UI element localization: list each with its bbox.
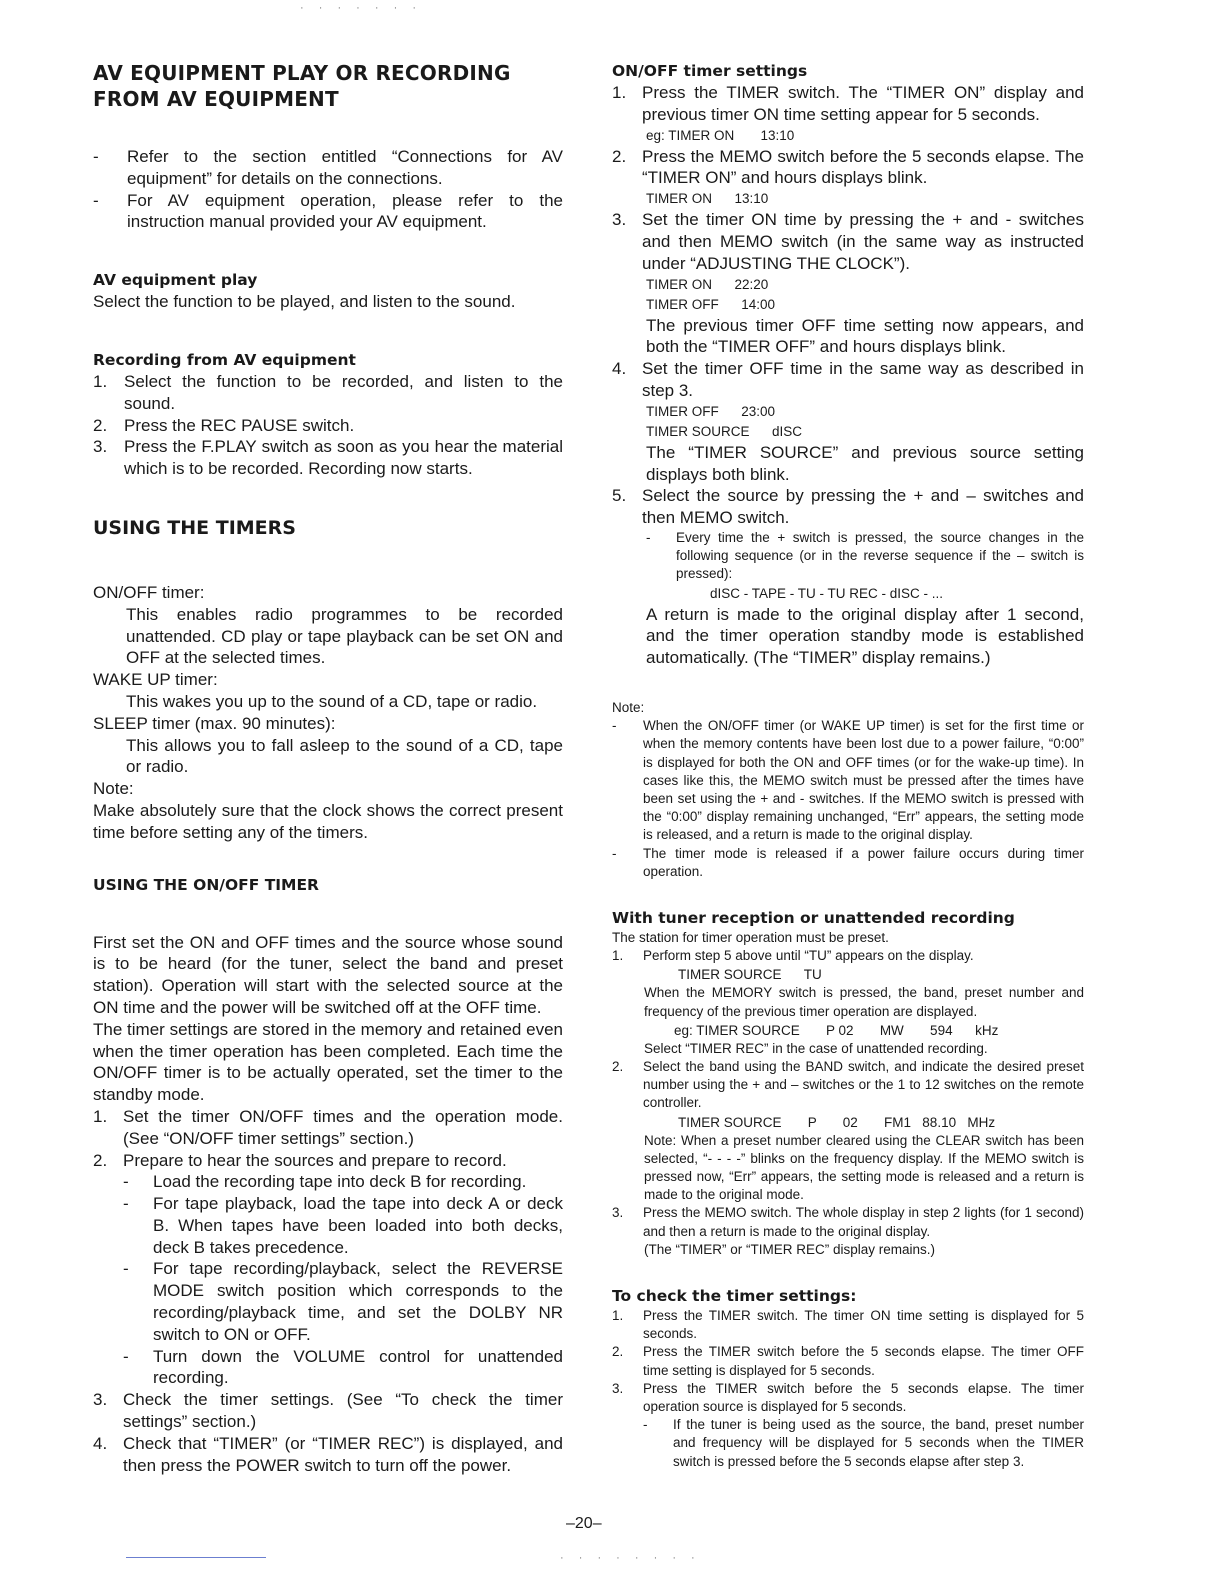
onoff-step: 3. Check the timer settings. (See “To check the timer settings” section.) <box>93 1390 563 1432</box>
scan-noise-top: · · · · · · · <box>300 2 422 14</box>
display-readout: eg: TIMER ON 13:10 <box>646 127 795 143</box>
tuner-step: 1. Perform step 5 above until “TU” appears on the display. <box>612 948 974 964</box>
scan-underline <box>126 1557 266 1558</box>
left-column <box>93 60 563 1476</box>
tuner-step: 2. Select the band using the BAND switch, and indicate the desired preset number using the + and – switches or the 1 to 12 switches on the remote controller. <box>612 1059 1084 1111</box>
display-readout: TIMER SOURCE TU <box>678 967 822 983</box>
wake-timer-text: This wakes you up to the sound of a CD, tape or radio. <box>126 691 538 711</box>
note-bullet: - The timer mode is released if a power failure occurs during timer operation. <box>612 845 1084 879</box>
settings-step: 4. Set the timer OFF time in the same way as described in step 3. <box>612 359 1084 400</box>
timers-note-text: Make absolutely sure that the clock shows the correct present time before setting any of the timers. <box>93 800 563 842</box>
wake-timer-label: WAKE UP timer: <box>93 670 218 690</box>
onoff-step-bullet: - For tape playback, load the tape into deck A or deck B. When tapes have been loaded into both decks, deck B takes precedence. <box>123 1194 563 1257</box>
onoff-timer-text: This enables radio programmes to be recorded unattended. CD play or tape playback can be set ON and OFF at the selected times. <box>126 604 563 668</box>
heading-onoff-timer: USING THE ON/OFF TIMER <box>93 875 319 894</box>
heading-check-timer: To check the timer settings: <box>612 1287 857 1306</box>
display-readout: TIMER SOURCE P 02 FM1 88.10 MHz <box>678 1114 996 1130</box>
settings-step-bullet: - Every time the + switch is pressed, the source changes in the following sequence (or in the reverse sequence if the – switch is pressed): <box>646 529 1084 582</box>
onoff-para-2: The timer settings are stored in the memory and retained even when the timer operation has been completed. Each time the ON/OFF timer is to be actually operated, set the timer to the standby mode. <box>93 1019 563 1105</box>
check-step: 2. Press the TIMER switch before the 5 seconds elapse. The timer OFF time setting is displayed for 5 seconds. <box>612 1344 1084 1378</box>
sleep-timer-text: This allows you to fall asleep to the sound of a CD, tape or radio. <box>126 735 563 777</box>
section-title-av-equipment: AV EQUIPMENT PLAY OR RECORDING FROM AV EQUIPMENT <box>93 61 511 111</box>
display-readout: TIMER OFF 23:00 <box>646 403 776 419</box>
intro-bullet: - For AV equipment operation, please refer to the instruction manual provided your AV equipment. <box>93 190 563 232</box>
note-bullet: - When the ON/OFF timer (or WAKE UP timer) is set for the first time or when the memory contents have been lost due to a power failure, “0:00” is displayed for both the ON and OFF times (or for the wake-up time). In cases like this, the MEMO switch must be pressed after the times have been set using the + and - switches. If the MEMO switch is pressed with the “0:00” display remaining unchanged, “Err” appears, the setting mode is released, and a return is made to the original display. <box>612 718 1084 843</box>
right-column <box>612 60 1084 1471</box>
onoff-step: 4. Check that “TIMER” (or “TIMER REC”) is displayed, and then press the POWER switch to turn off the power. <box>93 1433 563 1475</box>
display-readout: eg: TIMER SOURCE P 02 MW 594 kHz <box>674 1022 999 1038</box>
tuner-step-text: When the MEMORY switch is pressed, the band, preset number and frequency of the previous timer operation are displayed. <box>644 985 1084 1019</box>
onoff-step-bullet: - Turn down the VOLUME control for unattended recording. <box>123 1346 563 1388</box>
onoff-para-1: First set the ON and OFF times and the source whose sound is to be heard (for the tuner, select the band and preset station). Operation will start with the selected source at the ON time and the power will be switched off at the OFF time. <box>93 932 563 1017</box>
onoff-step-bullet: - For tape recording/playback, select the REVERSE MODE switch position which corresponds to the recording/playback time, and set the DOLBY NR switch to ON or OFF. <box>123 1259 563 1344</box>
onoff-step: 1. Set the timer ON/OFF times and the operation mode. (See “ON/OFF timer settings” section.) <box>93 1106 563 1148</box>
av-play-text: Select the function to be played, and listen to the sound. <box>93 292 516 312</box>
heading-timer-settings: ON/OFF timer settings <box>612 62 808 80</box>
scan-noise-bottom: · · · · · · · · <box>560 1552 701 1564</box>
tuner-intro: The station for timer operation must be preset. <box>612 929 889 945</box>
tuner-step: 3. Press the MEMO switch. The whole display in step 2 lights (for 1 second) and then a return is made to the original display. <box>612 1205 1084 1239</box>
tuner-step-text: Select “TIMER REC” in the case of unattended recording. <box>644 1040 988 1056</box>
onoff-step: 2. Prepare to hear the sources and prepare to record. <box>93 1150 507 1170</box>
display-readout: TIMER ON 13:10 <box>646 191 769 207</box>
onoff-timer-label: ON/OFF timer: <box>93 582 205 602</box>
intro-bullet: - Refer to the section entitled “Connections for AV equipment” for details on the connections. <box>93 147 563 188</box>
heading-tuner-reception: With tuner reception or unattended recording <box>612 908 1015 927</box>
settings-step: 2. Press the MEMO switch before the 5 seconds elapse. The “TIMER ON” and hours displays blink. <box>612 146 1084 188</box>
display-readout: TIMER SOURCE dISC <box>646 423 803 439</box>
settings-step-followup: The “TIMER SOURCE” and previous source setting displays both blink. <box>646 442 1084 484</box>
settings-step-followup: A return is made to the original display after 1 second, and the timer operation standby mode is established automatically. (The “TIMER” display remains.) <box>646 604 1084 668</box>
settings-step: 5. Select the source by pressing the + and – switches and then MEMO switch. <box>612 486 1084 528</box>
display-readout: TIMER OFF 14:00 <box>646 296 776 312</box>
check-step: 1. Press the TIMER switch. The timer ON time setting is displayed for 5 seconds. <box>612 1308 1084 1342</box>
settings-step-followup: The previous timer OFF time setting now appears, and both the “TIMER OFF” and hours displays blink. <box>646 315 1084 357</box>
settings-step: 3. Set the timer ON time by pressing the + and - switches and then MEMO switch (in the same way as instructed under “ADJUSTING THE CLOCK”). <box>612 210 1084 273</box>
check-step: 3. Press the TIMER switch before the 5 seconds elapse. The timer operation source is displayed for 5 seconds. <box>612 1380 1084 1415</box>
note-label: Note: <box>612 699 645 715</box>
source-sequence: dISC - TAPE - TU - TU REC - dISC - ... <box>710 585 944 601</box>
recording-step: 3. Press the F.PLAY switch as soon as you hear the material which is to be recorded. Recording now starts. <box>93 437 563 479</box>
settings-step: 1. Press the TIMER switch. The “TIMER ON” display and previous timer ON time setting appear for 5 seconds. <box>612 83 1084 124</box>
page-number: –20– <box>566 1515 602 1532</box>
check-step-bullet: - If the tuner is being used as the source, the band, preset number and frequency will be displayed for 5 seconds when the TIMER switch is pressed before the 5 seconds elapse after step 3. <box>643 1417 1084 1469</box>
timers-note-label: Note: <box>93 779 134 799</box>
tuner-step-note: Note: When a preset number cleared using the CLEAR switch has been selected, “- - - -” blinks on the frequency display. If the MEMO switch is pressed now, “Err” appears, the setting mode is released and a return is made to the original mode. <box>644 1132 1084 1203</box>
onoff-step-bullet: - Load the recording tape into deck B for recording. <box>123 1172 527 1192</box>
sleep-timer-label: SLEEP timer (max. 90 minutes): <box>93 713 336 733</box>
display-readout: TIMER ON 22:20 <box>646 276 769 292</box>
recording-step: 2. Press the REC PAUSE switch. <box>93 415 355 435</box>
heading-recording: Recording from AV equipment <box>93 350 356 369</box>
heading-using-timers: USING THE TIMERS <box>93 516 296 539</box>
recording-step: 1. Select the function to be recorded, and listen to the sound. <box>93 371 563 413</box>
heading-av-play: AV equipment play <box>93 271 258 290</box>
tuner-step-text: (The “TIMER” or “TIMER REC” display remains.) <box>644 1241 936 1257</box>
